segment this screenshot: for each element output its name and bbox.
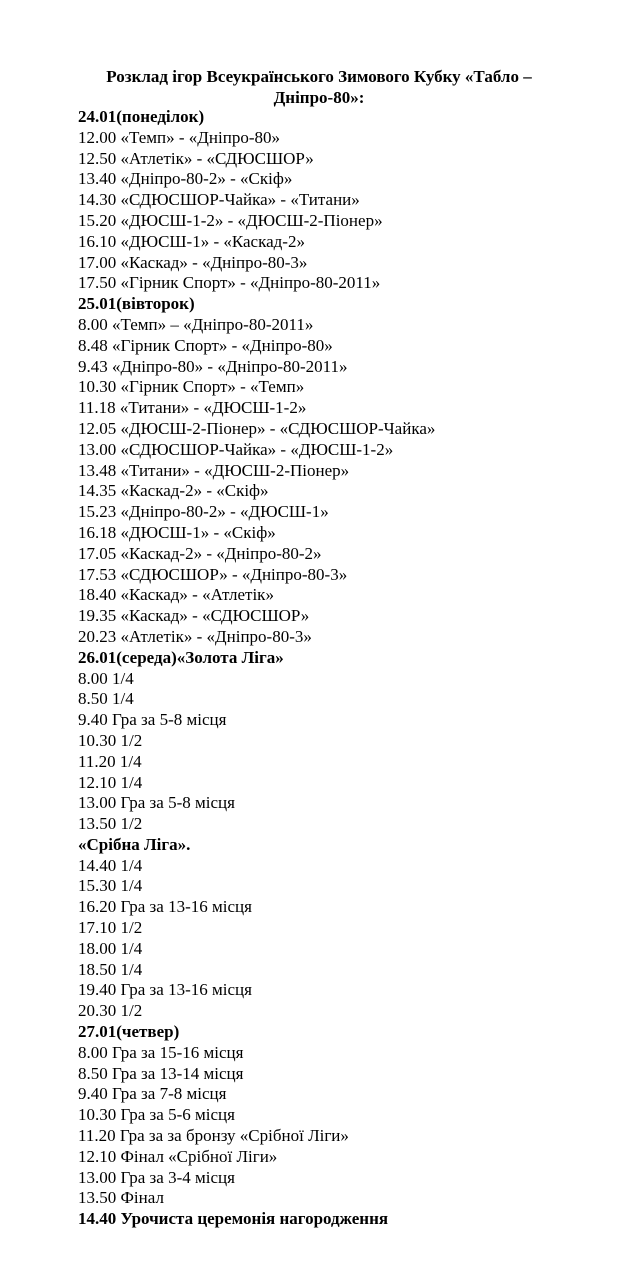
schedule-entry: 13.00 Гра за 3-4 місця (78, 1167, 235, 1187)
schedule-entry: 9.40 Гра за 7-8 місця (78, 1084, 227, 1104)
schedule-entry: 8.48 «Гірник Спорт» - «Дніпро-80» (78, 335, 333, 355)
schedule-list (78, 107, 618, 1230)
schedule-entry: 13.00 Гра за 5-8 місця (78, 793, 235, 813)
schedule-entry: 12.10 Фінал «Срібної Ліги» (78, 1146, 278, 1166)
schedule-entry: 13.40 «Дніпро-80-2» - «Скіф» (78, 169, 293, 189)
schedule-entry: 16.18 «ДЮСШ-1» - «Скіф» (78, 522, 276, 542)
title-line-1: Розклад ігор Всеукраїнського Зимового Кубку «Табло – (106, 67, 532, 86)
schedule-entry: 9.40 Гра за 5-8 місця (78, 710, 227, 730)
schedule-heading: 26.01(середа)«Золота Ліга» (78, 647, 284, 667)
schedule-entry: 8.00 Гра за 15-16 місця (78, 1042, 244, 1062)
schedule-entry: 10.30 Гра за 5-6 місця (78, 1105, 235, 1125)
schedule-entry: 11.18 «Титани» - «ДЮСШ-1-2» (78, 398, 307, 418)
schedule-entry: 14.35 «Каскад-2» - «Скіф» (78, 481, 269, 501)
schedule-entry: 13.50 1/2 (78, 814, 143, 834)
schedule-entry: 17.05 «Каскад-2» - «Дніпро-80-2» (78, 543, 322, 563)
schedule-entry: 20.23 «Атлетік» - «Дніпро-80-3» (78, 626, 312, 646)
schedule-entry: 11.20 Гра за за бронзу «Срібної Ліги» (78, 1126, 349, 1146)
schedule-entry: 13.48 «Титани» - «ДЮСШ-2-Піонер» (78, 460, 350, 480)
schedule-heading: «Срібна Ліга». (78, 834, 191, 854)
schedule-entry: 12.00 «Темп» - «Дніпро-80» (78, 127, 280, 147)
schedule-entry: 17.53 «СДЮСШОР» - «Дніпро-80-3» (78, 564, 348, 584)
schedule-entry: 12.10 1/4 (78, 772, 143, 792)
schedule-entry: 15.23 «Дніпро-80-2» - «ДЮСШ-1» (78, 502, 329, 522)
schedule-entry: 20.30 1/2 (78, 1001, 143, 1021)
schedule-entry: 19.40 Гра за 13-16 місця (78, 980, 252, 1000)
schedule-entry: 15.20 «ДЮСШ-1-2» - «ДЮСШ-2-Піонер» (78, 210, 383, 230)
document-title (60, 66, 578, 108)
schedule-entry: 16.20 Гра за 13-16 місця (78, 897, 252, 917)
schedule-entry: 8.00 «Темп» – «Дніпро-80-2011» (78, 314, 314, 334)
schedule-entry: 18.00 1/4 (78, 938, 143, 958)
schedule-heading: 25.01(вівторок) (78, 294, 195, 314)
schedule-entry: 14.30 «СДЮСШОР-Чайка» - «Титани» (78, 190, 360, 210)
schedule-entry: 13.50 Фінал (78, 1188, 164, 1208)
schedule-entry: 14.40 1/4 (78, 855, 143, 875)
schedule-entry: 8.00 1/4 (78, 668, 134, 688)
schedule-entry: 8.50 1/4 (78, 689, 134, 709)
schedule-entry: 17.00 «Каскад» - «Дніпро-80-3» (78, 252, 308, 272)
schedule-entry: 11.20 1/4 (78, 751, 142, 771)
schedule-entry: 15.30 1/4 (78, 876, 143, 896)
schedule-heading: 14.40 Урочиста церемонія нагородження (78, 1209, 389, 1229)
schedule-entry: 10.30 «Гірник Спорт» - «Темп» (78, 377, 305, 397)
schedule-entry: 9.43 «Дніпро-80» - «Дніпро-80-2011» (78, 356, 348, 376)
schedule-entry: 18.40 «Каскад» - «Атлетік» (78, 585, 274, 605)
schedule-heading: 24.01(понеділок) (78, 107, 205, 126)
schedule-entry: 13.00 «СДЮСШОР-Чайка» - «ДЮСШ-1-2» (78, 439, 394, 459)
schedule-entry: 10.30 1/2 (78, 730, 143, 750)
schedule-entry: 17.10 1/2 (78, 918, 143, 938)
schedule-heading: 27.01(четвер) (78, 1022, 180, 1042)
schedule-entry: 12.05 «ДЮСШ-2-Піонер» - «СДЮСШОР-Чайка» (78, 418, 436, 438)
title-line-2: Дніпро-80»: (273, 88, 365, 107)
schedule-entry: 12.50 «Атлетік» - «СДЮСШОР» (78, 148, 314, 168)
schedule-entry: 17.50 «Гірник Спорт» - «Дніпро-80-2011» (78, 273, 381, 293)
schedule-entry: 16.10 «ДЮСШ-1» - «Каскад-2» (78, 231, 305, 251)
schedule-entry: 18.50 1/4 (78, 959, 143, 979)
schedule-entry: 8.50 Гра за 13-14 місця (78, 1063, 244, 1083)
schedule-entry: 19.35 «Каскад» - «СДЮСШОР» (78, 606, 310, 626)
